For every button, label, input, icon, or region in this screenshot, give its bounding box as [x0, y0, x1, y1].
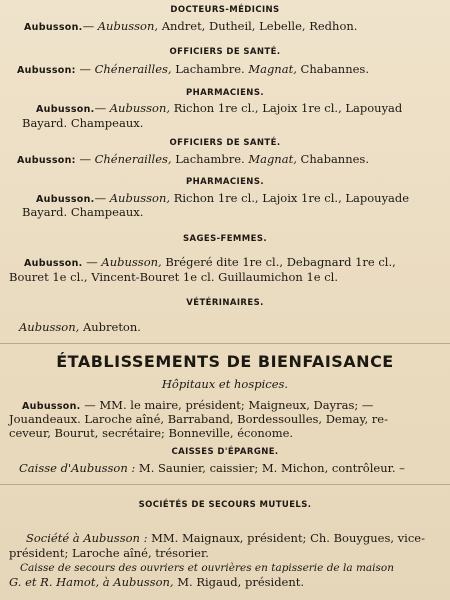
names: MM. Maignaux, président; Ch. Bouygues, vice- [151, 531, 425, 545]
heading-sages-femmes: SAGES-FEMMES. [182, 234, 268, 244]
names: M. Saunier, caissier; M. Michon, contrôleur. – [138, 461, 405, 475]
dash: — [82, 19, 95, 33]
heading-officiers-sante: OFFICIERS DE SANTÉ. [169, 47, 281, 57]
place-name: Aubusson: [17, 155, 76, 166]
place-name: Aubusson. [24, 22, 83, 33]
place-name: Aubusson. [36, 194, 95, 205]
entry-label: Caisse d'Aubusson : [19, 461, 136, 475]
secours-caisse-line-cont [9, 575, 304, 589]
heading-officiers-sante: OFFICIERS DE SANTÉ. [169, 138, 281, 148]
names: Richon 1re cl., Lajoix 1re cl., Lapouyade [173, 191, 410, 205]
section-subtitle: Hôpitaux et hospices. [161, 377, 289, 391]
town-name: Magnat, [248, 62, 297, 76]
pharmaciens-entry [36, 101, 402, 117]
pharmaciens-entry-cont: Bayard. Champeaux. [22, 116, 144, 130]
place-name: Aubusson. [36, 104, 95, 115]
names: Richon 1re cl., Lajoix 1re cl., Lapouyad [173, 101, 403, 115]
place-name: Aubusson: [17, 65, 76, 76]
dash: — [94, 191, 107, 205]
heading-pharmaciens: PHARMACIENS. [186, 88, 264, 98]
sages-femmes-entry-cont: Bouret 1e cl., Vincent-Bouret 1e cl. Guillaumichon 1e cl. [9, 270, 338, 284]
names: Brégeré dite 1re cl., Debagnard 1re cl., [165, 255, 396, 269]
heading-pharmaciens: PHARMACIENS. [186, 177, 264, 187]
names: Lachambre. [175, 152, 245, 166]
names: Lachambre. [175, 62, 245, 76]
hospices-entry-cont: ceveur, Bourut, secrétaire; Bonneville, économe. [9, 426, 294, 440]
town-name: Aubusson, [97, 19, 159, 33]
town-name: Aubusson, [109, 191, 171, 205]
heading-secours-mutuels: SOCIÉTÉS DE SECOURS MUTUELS. [138, 500, 312, 510]
names: M. Rigaud, président. [177, 575, 305, 589]
town-name: Chénerailles, [94, 62, 172, 76]
names: Andret, Dutheil, Lebelle, Redhon. [161, 19, 358, 33]
entry-label: G. et R. Hamot, à Aubusson, [9, 575, 174, 589]
place-name: Aubusson. [24, 258, 83, 269]
hospices-entry-cont: Jouandeaux. Laroche aîné, Barraband, Bordessoulles, Demay, re- [9, 412, 388, 426]
town-name: Aubusson, [19, 320, 80, 334]
officiers-entry [17, 62, 369, 78]
town-name: Aubusson, [109, 101, 171, 115]
section-title: ÉTABLISSEMENTS DE BIENFAISANCE [56, 352, 394, 371]
secours-entry-cont: président; Laroche aîné, trésorier. [9, 546, 209, 560]
names: Aubreton. [82, 320, 141, 334]
secours-caisse-line: Caisse de secours des ouvriers et ouvrières en tapisserie de la maison [20, 562, 394, 574]
docteurs-entry [24, 19, 357, 35]
dash: — [79, 62, 91, 76]
section-divider [0, 484, 450, 485]
dash: — [79, 152, 91, 166]
pharmaciens-entry-cont: Bayard. Champeaux. [22, 205, 144, 219]
caisses-entry [19, 461, 405, 475]
names: Chabannes. [300, 152, 369, 166]
entry-label: Société à Aubusson : [26, 531, 148, 545]
dash: — [86, 255, 98, 269]
heading-caisses-epargne: CAISSES D'ÉPARGNE. [171, 447, 279, 457]
veterinaires-entry [19, 320, 141, 334]
section-divider [0, 343, 450, 344]
heading-veterinaires: VÉTÉRINAIRES. [186, 298, 264, 308]
town-name: Magnat, [248, 152, 297, 166]
place-name: Aubusson. [22, 401, 81, 412]
names: Chabannes. [300, 62, 369, 76]
officiers-entry [17, 152, 369, 168]
town-name: Chénerailles, [94, 152, 172, 166]
dash: — [94, 101, 107, 115]
sages-femmes-entry [24, 255, 396, 271]
secours-entry [26, 531, 425, 545]
town-name: Aubusson, [101, 255, 162, 269]
names: — MM. le maire, président; Maigneux, Dayras; — [84, 398, 374, 412]
heading-docteurs-medecins: DOCTEURS-MÉDICINS [170, 5, 280, 15]
